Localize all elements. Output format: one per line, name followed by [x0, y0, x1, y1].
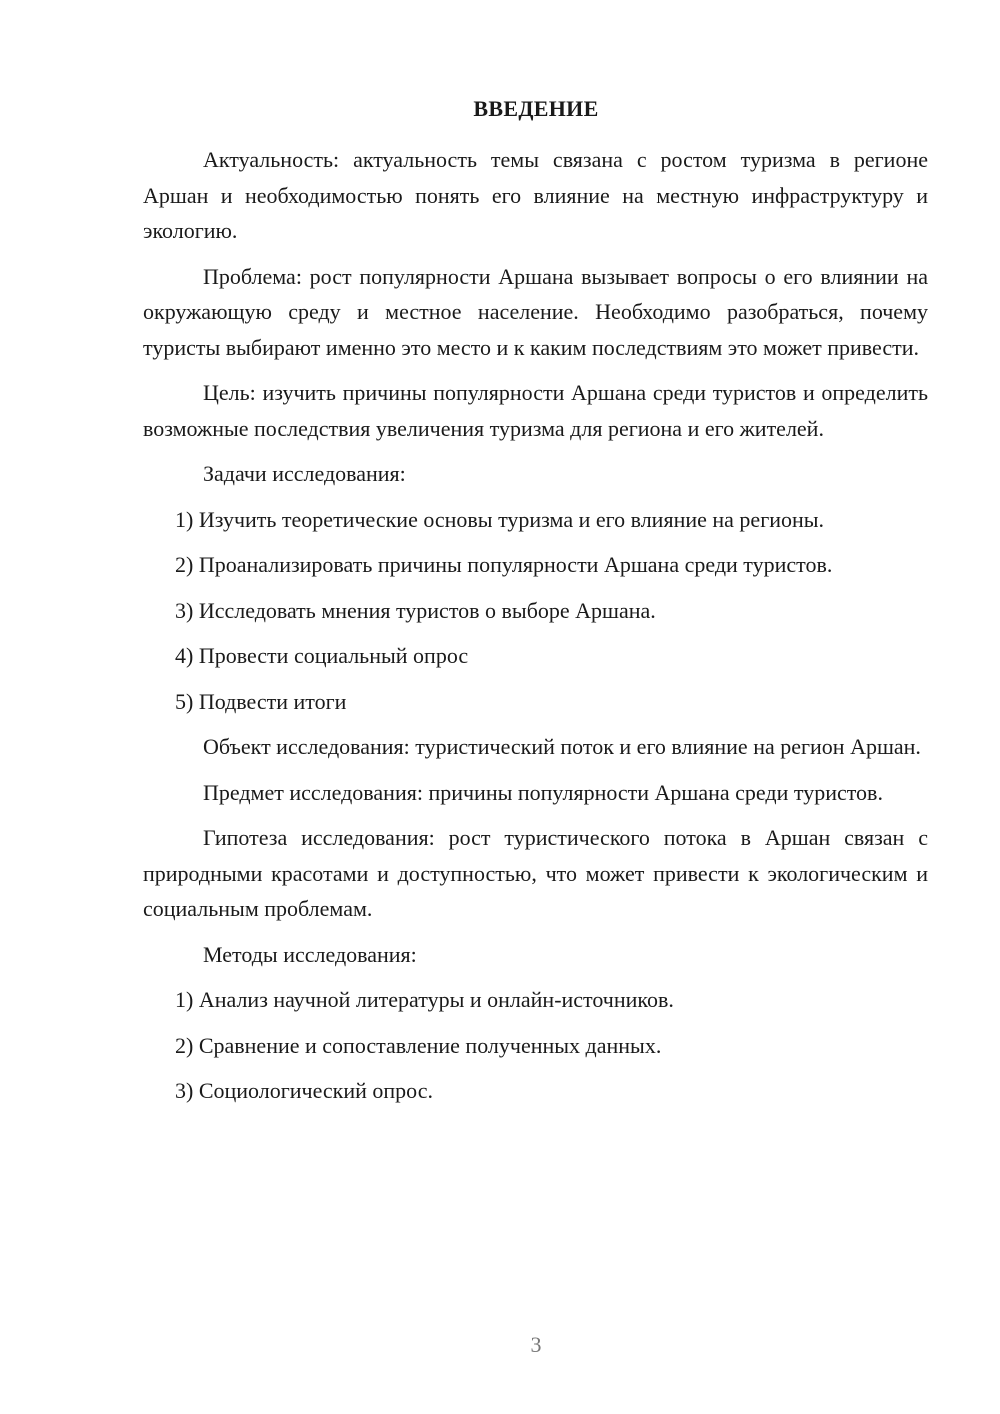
list-item: 4) Провести социальный опрос: [175, 643, 469, 668]
list-item: 2) Сравнение и сопоставление полученных данных.: [175, 1032, 662, 1058]
page-title: ВВЕДЕНИЕ: [473, 96, 599, 121]
goal-paragraph: Цель: изучить причины популярности Аршана среди туристов и определить возможные последствия увеличения туризма для региона и его жителей.: [143, 380, 928, 441]
tasks-list: [143, 502, 928, 720]
list-item: 1) Анализ научной литературы и онлайн-источников.: [175, 987, 674, 1012]
list-item: 3) Социологический опрос.: [175, 1078, 433, 1103]
document-body: [143, 142, 928, 1119]
hypothesis-paragraph: Гипотеза исследования: рост туристического потока в Аршан связан с природными красотами и доступностью, что может привести к экологическим и социальным проблемам.: [143, 825, 928, 921]
relevance-paragraph: Актуальность: актуальность темы связана с ростом туризма в регионе Аршан и необходимостью понять его влияние на местную инфраструктуру и экологию.: [143, 147, 928, 243]
methods-list: [143, 982, 928, 1109]
list-item: 3) Исследовать мнения туристов о выборе Аршана.: [175, 597, 656, 623]
subject-paragraph: Предмет исследования: причины популярности Аршана среди туристов.: [203, 779, 883, 805]
tasks-heading: Задачи исследования:: [203, 461, 406, 486]
problem-paragraph: Проблема: рост популярности Аршана вызывает вопросы о его влиянии на окружающую среду и местное население. Необходимо разобраться, почему туристы выбирают именно это место и к каким последствиям это может привести.: [143, 263, 928, 360]
list-item: 2) Проанализировать причины популярности Аршана среди туристов.: [175, 552, 833, 577]
list-item: 1) Изучить теоретические основы туризма и его влияние на регионы.: [175, 506, 825, 532]
methods-heading: Методы исследования:: [203, 941, 417, 967]
list-item: 5) Подвести итоги: [175, 688, 347, 714]
object-paragraph: Объект исследования: туристический поток и его влияние на регион Аршан.: [203, 734, 921, 759]
page-number: 3: [530, 1332, 542, 1357]
